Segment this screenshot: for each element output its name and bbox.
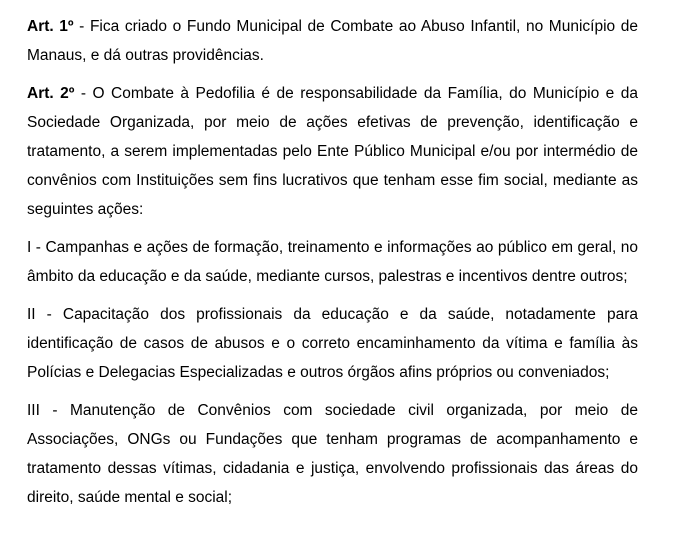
list-item-ii: II - Capacitação dos profissionais da educação e da saúde, notadamente para identificação de casos de abusos e o correto encaminhamento da vítima e família às Polícias e Delegacias Especializadas e outros órgãos afins próprios ou conveniados;	[27, 306, 638, 381]
article-1-label: Art. 1º	[27, 18, 74, 35]
article-1	[27, 12, 638, 70]
article-2	[27, 79, 638, 224]
list-item-iii: III - Manutenção de Convênios com sociedade civil organizada, por meio de Associações, ONGs ou Fundações que tenham programas de acompanhamento e tratamento dessas vítimas, cidadania e justiça, envolvendo profissionais das áreas do direito, saúde mental e social;	[27, 402, 638, 506]
article-2-label: Art. 2º	[27, 85, 75, 102]
list-item-i: I - Campanhas e ações de formação, treinamento e informações ao público em geral, no âmbito da educação e da saúde, mediante cursos, palestras e incentivos dentre outros;	[27, 239, 638, 285]
article-1-text: - Fica criado o Fundo Municipal de Combate ao Abuso Infantil, no Município de Manaus, e dá outras providências.	[27, 18, 638, 64]
article-2-text: - O Combate à Pedofilia é de responsabilidade da Família, do Município e da Sociedade Organizada, por meio de ações efetivas de prevenção, identificação e tratamento, a serem implementadas pelo Ente Público Municipal e/ou por intermédio de convênios com Instituições sem fins lucrativos que tenham esse fim social, mediante as seguintes ações:	[27, 85, 638, 218]
